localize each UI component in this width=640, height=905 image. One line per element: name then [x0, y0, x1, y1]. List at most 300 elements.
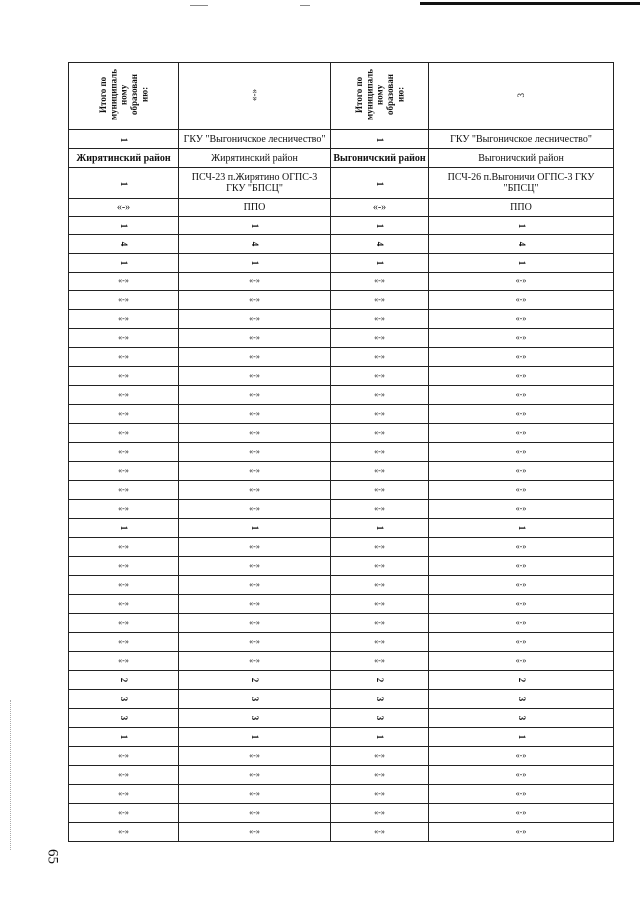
table-cell [179, 149, 331, 168]
cell-text: «-» [249, 503, 260, 513]
table-cell [69, 614, 179, 633]
cell-text: «-» [118, 750, 129, 760]
table-cell [69, 671, 179, 690]
table-cell [429, 149, 614, 168]
cell-text: «-» [515, 655, 527, 665]
cell-text: «-» [249, 807, 260, 817]
cell-text: «-» [249, 332, 260, 342]
table-cell [179, 329, 331, 348]
table-cell [429, 462, 614, 481]
cell-text: «-» [515, 389, 527, 399]
cell-text: «-» [515, 503, 527, 513]
table-cell [179, 500, 331, 519]
cell-text: 1 [119, 181, 130, 186]
table-cell [331, 348, 429, 367]
table-row [69, 500, 614, 519]
cell-text: «-» [118, 579, 129, 589]
cell-text: «-» [118, 541, 129, 551]
table-row [69, 671, 614, 690]
cell-text: «-» [249, 655, 260, 665]
table-cell [331, 443, 429, 462]
cell-text: «-» [118, 446, 129, 456]
cell-text: «-» [249, 598, 260, 608]
table-cell [331, 291, 429, 310]
table-row [69, 348, 614, 367]
table-cell [69, 519, 179, 538]
cell-text: «-» [249, 541, 260, 551]
table-cell [429, 367, 614, 386]
cell-text: «-» [515, 541, 527, 551]
cell-text: «-» [118, 560, 129, 570]
table-row [69, 405, 614, 424]
cell-text: 1 [375, 181, 386, 186]
table-row [69, 709, 614, 728]
table-cell [429, 595, 614, 614]
table-row [69, 766, 614, 785]
cell-text: «-» [515, 276, 527, 286]
table-cell [179, 254, 331, 273]
cell-text: «-» [249, 617, 260, 627]
cell-text: «-» [374, 389, 385, 399]
table-cell [429, 348, 614, 367]
cell-text: «-» [515, 408, 527, 418]
cell-text: «-» [249, 465, 260, 475]
table-cell [179, 785, 331, 804]
table-cell [331, 557, 429, 576]
cell-text: ППО [510, 202, 532, 213]
table-cell [69, 595, 179, 614]
cell-text: ГКУ "Выгоничское лесничество" [183, 133, 326, 145]
table-cell [179, 804, 331, 823]
cell-text: «-» [374, 560, 385, 570]
table-cell [429, 690, 614, 709]
header-row [69, 63, 614, 130]
cell-text: «-» [515, 351, 527, 361]
page-number: 65 [44, 849, 61, 864]
table-cell [179, 538, 331, 557]
table-cell [69, 709, 179, 728]
table-cell [179, 728, 331, 747]
cell-text: «-» [249, 484, 260, 494]
table-cell [429, 576, 614, 595]
cell-text: 1 [250, 223, 261, 228]
cell-text: 1 [119, 260, 130, 266]
cell-text: 1 [375, 223, 386, 228]
table-row [69, 217, 614, 235]
table-cell [179, 557, 331, 576]
table-cell [429, 443, 614, 462]
table-cell [69, 823, 179, 842]
cell-text: «-» [249, 389, 260, 399]
table-cell [331, 462, 429, 481]
table-cell [429, 804, 614, 823]
table-cell [179, 481, 331, 500]
table-cell [69, 462, 179, 481]
cell-text: «-» [118, 370, 129, 380]
table-cell [331, 149, 429, 168]
table-cell [69, 557, 179, 576]
table-cell [331, 766, 429, 785]
table-cell [179, 273, 331, 291]
table-row [69, 728, 614, 747]
table-cell [331, 804, 429, 823]
table-cell [429, 481, 614, 500]
table-row [69, 481, 614, 500]
cell-text: «-» [374, 465, 385, 475]
cell-text: «-» [249, 370, 260, 380]
table-row [69, 291, 614, 310]
cell-text: «-» [374, 750, 385, 760]
cell-text: 4 [119, 241, 130, 247]
cell-text: 2 [119, 677, 130, 683]
table-cell [69, 500, 179, 519]
cell-text: «-» [118, 313, 129, 323]
table-cell [69, 367, 179, 386]
cell-text: «-» [118, 351, 129, 361]
table-cell [69, 443, 179, 462]
cell-text: «-» [374, 579, 385, 589]
table-row [69, 130, 614, 149]
margin-dots [10, 700, 12, 850]
table-cell [69, 291, 179, 310]
cell-text: «-» [515, 294, 527, 304]
table-row [69, 785, 614, 804]
cell-text: 3 [119, 715, 130, 721]
table-row [69, 443, 614, 462]
table-cell [69, 652, 179, 671]
table-cell [69, 168, 179, 199]
table-cell [331, 235, 429, 254]
scan-mark [300, 5, 310, 6]
cell-text: «-» [118, 294, 129, 304]
cell-text: «-» [374, 351, 385, 361]
table-cell [331, 595, 429, 614]
table-cell [179, 291, 331, 310]
cell-text: 1 [516, 525, 527, 531]
table-cell [429, 386, 614, 405]
table-cell [179, 235, 331, 254]
table-cell [429, 785, 614, 804]
table-cell [69, 633, 179, 652]
cell-text: 1 [250, 525, 261, 531]
cell-text: «-» [515, 484, 527, 494]
table-cell [331, 785, 429, 804]
table-cell [331, 199, 429, 217]
cell-text: Выгоничский район [333, 152, 426, 164]
cell-text: «-» [374, 427, 385, 437]
cell-text: «-» [374, 332, 385, 342]
table-row [69, 576, 614, 595]
table-cell [429, 405, 614, 424]
table-cell [429, 519, 614, 538]
table-cell [69, 766, 179, 785]
table-row [69, 595, 614, 614]
table-cell [331, 367, 429, 386]
cell-text: «-» [118, 503, 129, 513]
table-cell [331, 405, 429, 424]
table-cell [331, 690, 429, 709]
cell-text: «-» [515, 313, 527, 323]
cell-text: «-» [515, 769, 527, 779]
table-cell [429, 329, 614, 348]
cell-text: 3 [375, 696, 386, 702]
table-cell [331, 747, 429, 766]
table-cell [429, 235, 614, 254]
table-cell [429, 130, 614, 149]
table-cell [179, 443, 331, 462]
table-cell [69, 235, 179, 254]
table-cell [429, 766, 614, 785]
cell-text: 4 [250, 241, 261, 247]
table-cell [179, 348, 331, 367]
table-cell [69, 199, 179, 217]
table-cell [69, 728, 179, 747]
data-table [68, 62, 614, 842]
table-cell [179, 199, 331, 217]
cell-text: 3 [250, 715, 261, 721]
table-cell [69, 310, 179, 329]
cell-text: 1 [375, 260, 386, 266]
cell-text: «-» [374, 503, 385, 513]
cell-text: ПСЧ-26 п.Выгоничи ОГПС-3 ГКУ "БПСЦ" [447, 172, 595, 194]
table-row [69, 329, 614, 348]
table-cell [331, 310, 429, 329]
cell-text: «-» [249, 313, 260, 323]
table-cell [179, 595, 331, 614]
cell-text: ППО [243, 202, 266, 213]
table-cell [331, 254, 429, 273]
table-cell [331, 652, 429, 671]
table-cell [429, 652, 614, 671]
table-cell [331, 614, 429, 633]
cell-text: «-» [372, 202, 387, 213]
cell-text: 1 [119, 223, 130, 228]
table-cell [179, 766, 331, 785]
cell-text: 1 [119, 525, 130, 531]
cell-text: «-» [118, 427, 129, 437]
table-cell [179, 462, 331, 481]
table-cell [331, 671, 429, 690]
cell-text: «-» [515, 370, 527, 380]
table-row [69, 652, 614, 671]
table-cell [429, 538, 614, 557]
cell-text: Жирятинский район [211, 152, 298, 164]
cell-text: «-» [374, 541, 385, 551]
table-cell [179, 709, 331, 728]
table-cell [331, 168, 429, 199]
table-cell [331, 500, 429, 519]
table-row [69, 199, 614, 217]
table-cell [429, 671, 614, 690]
table-row [69, 235, 614, 254]
cell-text: 1 [375, 137, 386, 142]
cell-text: «-» [515, 427, 527, 437]
cell-text: 1 [119, 734, 130, 740]
cell-text: «-» [118, 807, 129, 817]
table-cell [179, 217, 331, 235]
cell-text: «-» [249, 351, 260, 361]
cell-text: «-» [515, 617, 527, 627]
table-cell [69, 424, 179, 443]
cell-text: «-» [374, 788, 385, 798]
cell-text: «-» [249, 769, 260, 779]
cell-text: «-» [374, 408, 385, 418]
cell-text: 4 [375, 241, 386, 247]
table-cell [429, 424, 614, 443]
table-cell [179, 519, 331, 538]
cell-text: «-» [515, 560, 527, 570]
cell-text: «-» [249, 579, 260, 589]
top-rule [420, 2, 640, 5]
cell-text: «-» [515, 465, 527, 475]
table-cell [69, 329, 179, 348]
table-cell [429, 168, 614, 199]
table-row [69, 538, 614, 557]
table-cell [331, 424, 429, 443]
table-cell [179, 633, 331, 652]
table-cell [331, 130, 429, 149]
table-cell [69, 386, 179, 405]
cell-text: 2 [375, 677, 386, 683]
table-cell [331, 519, 429, 538]
table-cell [429, 747, 614, 766]
table-row [69, 254, 614, 273]
cell-text: «-» [249, 276, 260, 286]
table-row [69, 310, 614, 329]
header-cell: Итого по муниципаль ному образован ию: [69, 63, 179, 130]
table-cell [429, 254, 614, 273]
table-cell [69, 130, 179, 149]
cell-text: «-» [374, 769, 385, 779]
cell-text: 3 [516, 696, 527, 702]
cell-text: «-» [118, 636, 129, 646]
table-cell [429, 310, 614, 329]
cell-text: «-» [118, 276, 129, 286]
table-cell [69, 576, 179, 595]
table-cell [429, 199, 614, 217]
cell-text: «-» [374, 294, 385, 304]
cell-text: «-» [118, 598, 129, 608]
table-row [69, 168, 614, 199]
cell-text: 4 [516, 241, 527, 247]
table-cell [69, 747, 179, 766]
cell-text: «-» [249, 560, 260, 570]
cell-text: «-» [374, 313, 385, 323]
cell-text: Жирятинский район [76, 152, 171, 164]
cell-text: «-» [249, 294, 260, 304]
table-row [69, 424, 614, 443]
cell-text: «-» [374, 636, 385, 646]
table-cell [331, 217, 429, 235]
cell-text: «-» [118, 826, 129, 836]
table-cell [69, 804, 179, 823]
cell-text: «-» [374, 598, 385, 608]
table-cell [179, 614, 331, 633]
cell-text: «-» [374, 484, 385, 494]
table-cell [331, 633, 429, 652]
cell-text: «-» [515, 826, 527, 836]
cell-text: «-» [118, 655, 129, 665]
cell-text: ПСЧ-23 п.Жирятино ОГПС-3 ГКУ "БПСЦ" [191, 172, 318, 194]
table-row [69, 367, 614, 386]
table-cell [69, 481, 179, 500]
table-cell [69, 348, 179, 367]
table-row [69, 747, 614, 766]
table-cell [429, 291, 614, 310]
cell-text: «-» [515, 750, 527, 760]
cell-text: «-» [374, 370, 385, 380]
table-cell [429, 709, 614, 728]
table-cell [429, 557, 614, 576]
table-row [69, 462, 614, 481]
cell-text: 3 [516, 715, 527, 721]
table-cell [331, 728, 429, 747]
table-cell [179, 576, 331, 595]
table-cell [179, 405, 331, 424]
cell-text: «-» [249, 636, 260, 646]
table-cell [331, 823, 429, 842]
table-cell [429, 217, 614, 235]
cell-text: 1 [250, 260, 261, 266]
cell-text: 1 [516, 223, 527, 228]
table-cell [331, 386, 429, 405]
table-row [69, 386, 614, 405]
cell-text: «-» [515, 332, 527, 342]
table-cell [429, 728, 614, 747]
table-row [69, 519, 614, 538]
cell-text: «-» [249, 750, 260, 760]
cell-text: «-» [118, 484, 129, 494]
table-cell [179, 690, 331, 709]
table-cell [429, 273, 614, 291]
cell-text: 1 [375, 734, 386, 740]
cell-text: ГКУ "Выгоничское лесничество" [450, 133, 592, 145]
table-cell [179, 130, 331, 149]
cell-text: «-» [249, 788, 260, 798]
table-cell [179, 747, 331, 766]
header-cell: Итого по муниципаль ному образован ию: [331, 63, 429, 130]
cell-text: «-» [374, 276, 385, 286]
cell-text: 1 [516, 734, 527, 740]
cell-text: 1 [119, 137, 130, 142]
table-cell [69, 538, 179, 557]
table-cell [69, 254, 179, 273]
table-row [69, 633, 614, 652]
table-cell [429, 500, 614, 519]
table-cell [69, 690, 179, 709]
cell-text: «-» [515, 446, 527, 456]
table-cell [331, 273, 429, 291]
cell-text: «-» [118, 389, 129, 399]
table-cell [69, 149, 179, 168]
table-cell [429, 633, 614, 652]
cell-text: «-» [515, 598, 527, 608]
table-cell [69, 217, 179, 235]
table-row [69, 557, 614, 576]
cell-text: «-» [249, 427, 260, 437]
table-cell [179, 386, 331, 405]
table-row [69, 614, 614, 633]
table-cell [331, 329, 429, 348]
cell-text: «-» [374, 446, 385, 456]
table-cell [69, 273, 179, 291]
cell-text: «-» [515, 579, 527, 589]
table-cell [331, 576, 429, 595]
cell-text: 2 [250, 677, 261, 683]
cell-text: 1 [516, 260, 527, 266]
table-cell [179, 310, 331, 329]
cell-text: «-» [118, 769, 129, 779]
